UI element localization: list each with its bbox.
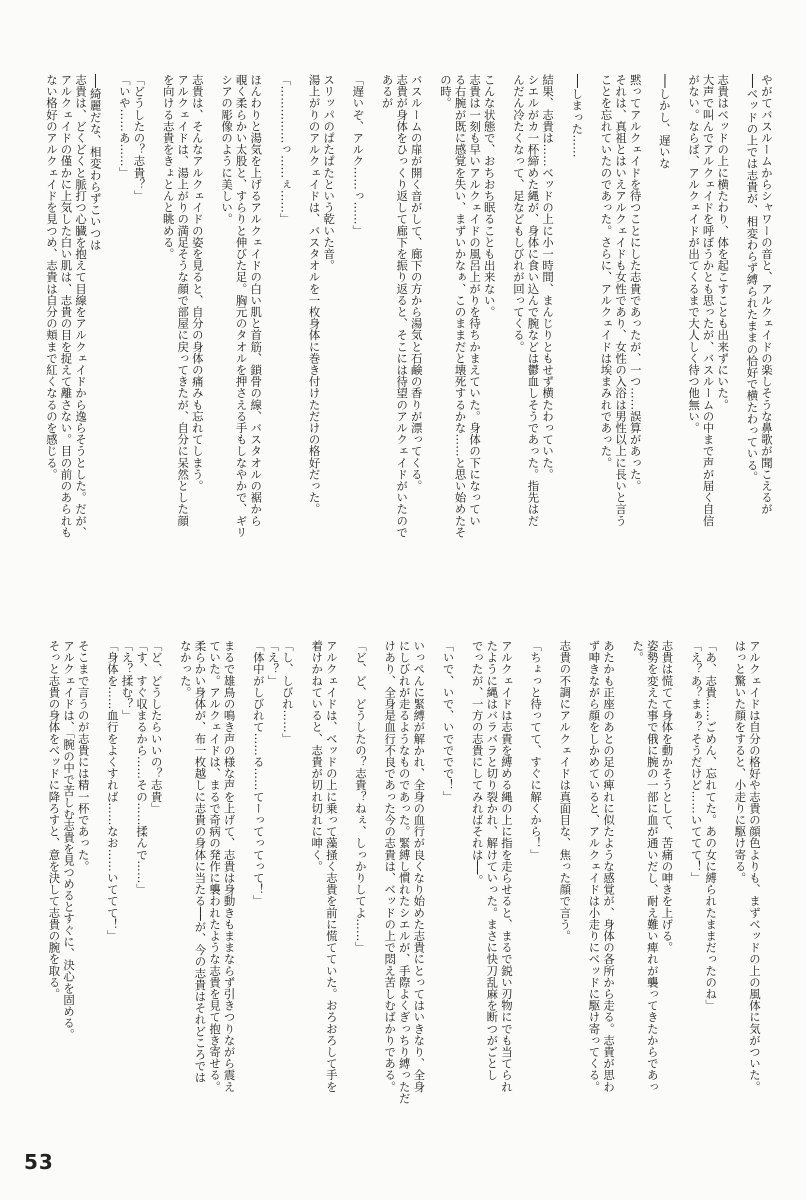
text-line: 姿勢を変えた事で俄に腕の一部に血が通いだし、耐え難い痺れが襲ってきたからであっ	[645, 640, 660, 1093]
text-line: 志貴が身体をひっくり返して廊下を振り返ると、そこには待望のアルクェイドがいたので	[395, 74, 410, 538]
text-line: アルクェイドは志貴を縛める縄の上に指を走らせると、まるで鋭い刃物にでも当てられ	[499, 640, 514, 1093]
text-line	[672, 74, 687, 594]
text-line: 着けかねていると、志貴が切れ切れに呻く。	[310, 640, 325, 872]
text-line: 「ど、ど、どうしたの？志貴？ねぇ、しっかりしてよ……」	[353, 640, 368, 954]
text-line	[584, 74, 599, 594]
text-line: 志貴は、どくどくと脈打つ心臓を抱えて目線をアルクェイドから逸らそうとした。だが、	[74, 74, 89, 538]
text-line: 「体中がしびれて……る……てーってってって！」	[251, 640, 266, 907]
text-line: 「え？」	[266, 640, 281, 687]
text-line: にしびれが走るようなものであった。緊縛し慣れたシエルが、手際よくぎっちり縛っただ	[397, 640, 412, 1104]
text-line: 志貴は、そんなアルクェイドの姿を見ると、自分の身体の痛みも忘れてしまう。	[190, 74, 205, 492]
text-line	[426, 640, 441, 1110]
text-line	[263, 74, 278, 594]
text-line: アルクェイドは、湯上がりの満足そうな顔で部屋に戻ってきたが、自分に呆然とした顔	[176, 74, 191, 527]
upper-text-block	[44, 74, 774, 594]
text-line: それは、真祖とはいえアルクェイドも女性であり、女性の入浴は男性以上に長いと言う	[614, 74, 629, 527]
text-line	[730, 74, 745, 594]
text-line: ことを忘れていたのであった。さらに、アルクェイドは埃まみれであった。	[599, 74, 614, 469]
text-line: そっと志貴の身体をベッドに降ろすと、意を決して志貴の腕を取る。	[47, 640, 62, 1000]
text-line: ず呻きながら顔をしかめていると、アルクェイドは小走りにベッドに駆け寄ってくる。	[587, 640, 602, 1093]
text-line	[292, 74, 307, 594]
text-line	[514, 640, 529, 1110]
text-line: 大声で叫んでアルクェイドを呼ぼうかとも思ったが、バスルームの中まで声が届く自信	[701, 74, 716, 527]
text-line: 「遅いぞ、アルク……っ……」	[351, 74, 366, 237]
text-line: バスルームの扉が開く音がして、廊下の方から湯気と石鹸の香りが漂ってくる。	[409, 74, 424, 492]
text-line: 「身体を……血行をよくすれば……なお……いててて！」	[105, 640, 120, 942]
text-line: ない格好のアルクェイドを見つめ、志貴は自分の頬まで紅くなるのを感じる。	[44, 74, 59, 480]
text-line	[555, 74, 570, 594]
text-line: いっぺんに緊縛が解かれ、全身の血行が良くなり始めた志貴にとってはいきなり、全身	[412, 640, 427, 1093]
text-line: がない。ならば、アルクェイドが出てくるまで大人しく待つ他無い。	[687, 74, 702, 434]
text-line: る右腕が既に感覚を失い、まずいかなぁ、このままだと壊死するかな……と思い始めたそ	[453, 74, 468, 538]
text-line: ていた。アルクェイドは、まるで奇病の発作に襲われたような志貴を見て抱き寄せる。	[208, 640, 223, 1093]
text-line: た。	[631, 640, 646, 664]
text-line: 「ちょっと待ってて、すぐに解くから！」	[529, 640, 544, 861]
text-line	[643, 74, 658, 594]
text-line: シアの彫像のように美しい。	[220, 74, 235, 225]
text-line: そこまで言うのが志貴には精一杯であった。	[76, 640, 91, 872]
text-line: んだん冷たくなって、足などもしびれが回ってくる。	[511, 74, 526, 353]
text-line	[368, 640, 383, 1110]
text-line	[237, 640, 252, 1110]
text-line: 覗く柔らかい太股と、すらりと伸びた足。胸元のタオルを押さえる手もしなやかで、ギリ	[234, 74, 249, 538]
page-number: 53	[24, 1150, 54, 1174]
text-line: 「え？揉む？」	[120, 640, 135, 722]
text-line	[497, 74, 512, 594]
text-line: こんな状態で、おちおち眠ることも出来ない。	[482, 74, 497, 318]
text-line: 湯上がりのアルクェイドは、バスタオルを一枚身体に巻き付けただけの格好だった。	[307, 74, 322, 515]
text-line: 結果、志貴は……ベッドの上に小一時間、まんじりともせず横たわっていた。	[541, 74, 556, 480]
text-line: 志貴は慌てて身体を動かそうとして、苦痛の呻きを上げる。	[660, 640, 675, 954]
text-line: でったが、一方の志貴にしてみればそれは──。	[470, 640, 485, 887]
text-line: なかった。	[178, 640, 193, 698]
text-line: 柔らかい身体が、布一枚越しに志貴の身体に当たる──が、今の志貴はそれどころでは	[193, 640, 208, 1084]
text-line: あたかも正座のあとの足の痺れに似たような感覚が、身体の各所から走る。志貴が思わ	[602, 640, 617, 1093]
text-line	[339, 640, 354, 1110]
text-line	[424, 74, 439, 594]
text-line: 「いや……あ……」	[117, 74, 132, 179]
text-line: けあり、全身是血行不良であった今の志貴は、ベッドの上で悶え苦しむばかりである。	[383, 640, 398, 1093]
text-line: 「……………っ……ぇ……」	[278, 74, 293, 225]
text-line	[456, 640, 471, 1110]
text-line: 「どうしたの？志貴？」	[132, 74, 147, 202]
text-line: アルクェイドは、「腕の中で苦しむ志貴を見つめるとすぐに、決心を固める。	[62, 640, 77, 1041]
text-line	[146, 74, 161, 594]
text-line: ──綺麗だな、相変わらずこいつは	[88, 74, 103, 251]
text-line: 黙ってアルクェイドを待つことにした志貴であったが、一つ……誤算があった。	[628, 74, 643, 492]
text-line	[674, 640, 689, 1110]
text-line: 志貴の不調にアルクェイドは真面目な、焦った顔で言う。	[558, 640, 573, 942]
text-line	[205, 74, 220, 594]
text-line: 「す、すぐ収まるから……その……揉んで……」	[135, 640, 150, 896]
text-line: たように縄はバラバラと切り裂かれ、解けていった。まさに快刀乱麻を断つがごとし	[485, 640, 500, 1081]
text-line	[718, 640, 733, 1110]
text-line: を向ける志貴をきょとんと眺める。	[161, 74, 176, 260]
text-line	[91, 640, 106, 1110]
text-line	[365, 74, 380, 594]
text-line: アルクェイドは、ベッドの上に乗って藻掻く志貴を前に慌てていた。おろおろして手を	[324, 640, 339, 1093]
text-line	[572, 640, 587, 1110]
text-line: 「え？あ？まぁ？そうだけど……いててて！」	[689, 640, 704, 884]
text-line: あるが	[380, 74, 395, 109]
text-line: ほんわりと湯気を上げるアルクェイドの白い肌と首筋、鎖骨の線、バスタオルの裾から	[249, 74, 264, 527]
text-line	[103, 74, 118, 594]
text-line: やがてバスルームからシャワーの音と、アルクェイドの楽しそうな鼻歌が聞こえるが	[760, 74, 774, 515]
text-line	[336, 74, 351, 594]
text-line: ──ベッドの上では志貴が、相変わらず縛られたままの恰好で横たわっている。	[745, 74, 760, 483]
text-line: ──しかし、遅いな	[657, 74, 672, 170]
text-line: スリッパのぱたぱたという乾いた音。	[322, 74, 337, 272]
text-line: 「し、しびれ……」	[281, 640, 295, 745]
text-line: 「あ、志貴……ごめん、忘れてた。あの女に縛られたままだったのね」	[704, 640, 719, 1012]
text-line: アルクェイドは自分の格好や志貴の顔色よりも、まずベッドの上の風体に気がついた。	[748, 640, 762, 1093]
text-line: の時。	[438, 74, 453, 109]
text-line	[295, 640, 310, 1110]
text-line: シエルがカ一杯締めた縄が、身体に食い込んで腕などは鬱血しそうであった。指先はだ	[526, 74, 541, 527]
text-line	[543, 640, 558, 1110]
text-line	[616, 640, 631, 1110]
text-line: はっと驚いた顔をすると、小走りに駆け寄る。	[733, 640, 748, 884]
text-line: まるで雄鳥の鳴き声の様な声を上げて、志貴は身動きもままならず引きつりながら震え	[222, 640, 237, 1093]
text-line: 「ど、どうしたらいいの？志貴」	[149, 640, 164, 814]
text-line: アルクェイドの僅かに上気した白い肌は、志貴の目を捉えて離さない。目の前のあられも	[59, 74, 74, 538]
text-line: 志貴は一刻も早いアルクェイドの風呂上がりを待ちかまえていた。身体の下になってい	[468, 74, 483, 527]
text-line	[164, 640, 179, 1110]
text-line: 「いで、いで、いでででで！」	[441, 640, 456, 803]
text-line: 志貴はベッドの上に横たわり、体を起こすことも出来ずにいた。	[716, 74, 731, 411]
lower-text-block	[42, 640, 762, 1110]
text-line: ──しまった……	[570, 74, 585, 158]
